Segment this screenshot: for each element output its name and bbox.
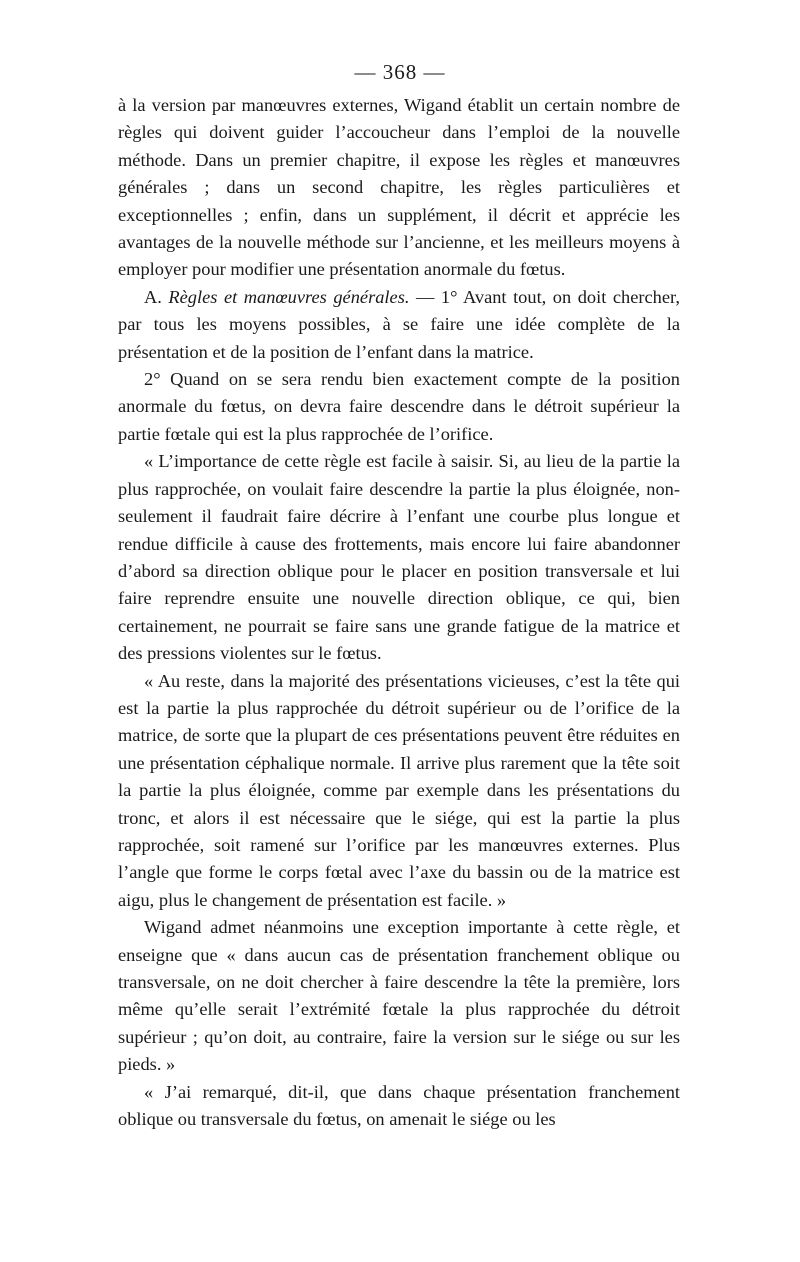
paragraph-4: « L’importance de cette règle est facile à saisir. Si, au lieu de la partie la plus rapprochée, on voulait faire descendre la partie la plus éloignée, non-seulement il faudrait faire décrire à l’enfant une courbe plus longue et rendue difficile à cause des frottements, mais encore lui faire abandonner d’abord sa direction oblique pour le placer en position transversale et lui faire reprendre ensuite une nouvelle direction oblique, ce qui, bien certainement, ne pourrait se faire sans une grande fatigue de la matrice et des pressions violentes sur le fœtus. bbox=[118, 451, 680, 664]
paragraph-6: Wigand admet néanmoins une exception importante à cette règle, et enseigne que « dans aucun cas de présentation franchement oblique ou transversale, on ne doit chercher à faire descendre la tête la première, lors même qu’elle serait l’extrémité fœtale la plus rapprochée du détroit supérieur ; qu’on doit, au contraire, faire la version sur le siége ou sur les pieds. » bbox=[118, 917, 680, 1075]
paragraph-5: « Au reste, dans la majorité des présentations vicieuses, c’est la tête qui est la partie la plus rapprochée du détroit supérieur ou de l’orifice de la matrice, de sorte que la plupart de ces présentations peuvent être réduites en une présentation céphalique normale. Il arrive plus rarement que la tête soit la partie la plus éloignée, comme par exemple dans les présentations du tronc, et alors il est nécessaire que le siége, qui est la partie la plus rapprochée, soit ramené sur l’orifice par les manœuvres externes. Plus l’angle que forme le corps fœtal avec l’axe du bassin ou de la matrice est aigu, plus le changement de présentation est facile. » bbox=[118, 670, 680, 910]
section-letter: A. bbox=[144, 286, 169, 307]
paragraph-3: 2° Quand on se sera rendu bien exactement compte de la position anormale du fœtus, on devra faire descendre dans le détroit supérieur la partie fœtale qui est la plus rapprochée de l’orifice. bbox=[118, 369, 680, 444]
paragraph-2-text: — 1° Avant tout, on doit chercher, par tous les moyens possibles, à se faire une idée complète de la présentation et de la position de l’enfant dans la matrice. bbox=[118, 286, 680, 362]
section-heading: Règles et manœuvres générales. bbox=[168, 286, 410, 307]
paragraph-7: « J’ai remarqué, dit-il, que dans chaque présentation franchement oblique ou transversale du fœtus, on amenait le siége ou les bbox=[118, 1081, 680, 1130]
page-number: — 368 — bbox=[354, 60, 446, 84]
paragraph-1: à la version par manœuvres externes, Wigand établit un certain nombre de règles qui doivent guider l’accoucheur dans l’emploi de la nouvelle méthode. Dans un premier chapitre, il expose les règles et manœuvres générales ; dans un second chapitre, les règles particulières et exceptionnelles ; enfin, dans un supplément, il décrit et apprécie les avantages de la nouvelle méthode sur l’ancienne, et les meilleurs moyens à employer pour modifier une présentation anormale du fœtus. bbox=[118, 95, 680, 280]
page-body bbox=[118, 92, 680, 1133]
paragraph-2 bbox=[118, 284, 680, 366]
